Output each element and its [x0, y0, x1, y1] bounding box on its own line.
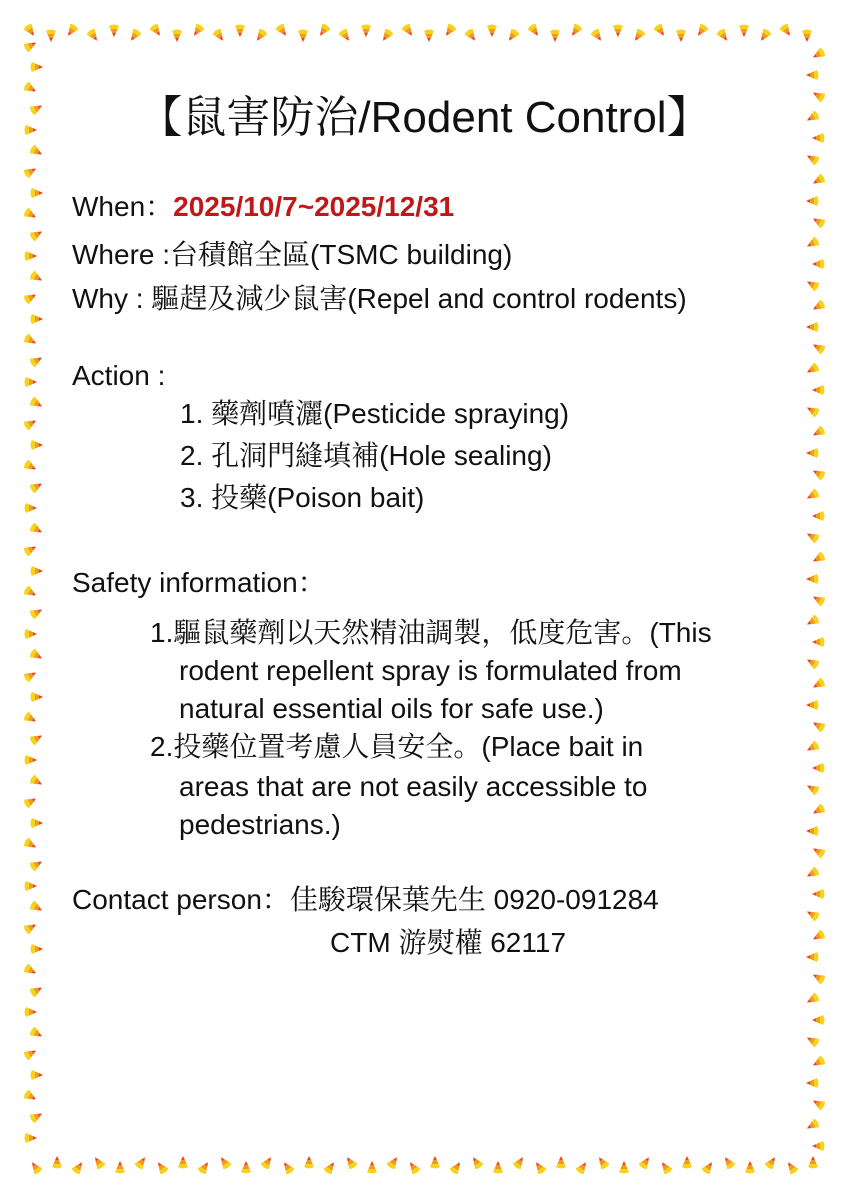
candy-corn-icon: [745, 1161, 755, 1174]
candy-corn-icon: [23, 963, 39, 978]
candy-corn-icon: [716, 28, 731, 44]
candy-corn-icon: [806, 70, 819, 80]
action-item: [180, 437, 552, 475]
candy-corn-icon: [25, 755, 38, 765]
candy-corn-icon: [29, 479, 45, 494]
candy-corn-icon: [23, 333, 39, 348]
candy-corn-icon: [449, 1159, 464, 1175]
action-item-en: (Poison bait): [267, 482, 425, 513]
where-en: (TSMC building): [310, 239, 513, 270]
candy-corn-icon: [23, 668, 39, 683]
candy-corn-icon: [810, 718, 826, 733]
candy-corn-icon: [653, 23, 668, 39]
safety-item-line: [150, 614, 712, 652]
contact-org: CTM: [330, 927, 399, 958]
candy-corn-icon: [29, 353, 45, 368]
why-zh: 驅趕及減少鼠害: [151, 282, 348, 315]
candy-corn-icon: [810, 592, 826, 607]
candy-corn-icon: [323, 1159, 338, 1175]
candy-corn-icon: [804, 992, 820, 1007]
title-en: /Rodent Control: [358, 93, 667, 142]
candy-corn-icon: [109, 25, 119, 38]
why-label: Why :: [72, 283, 152, 314]
candy-corn-icon: [757, 28, 772, 44]
candy-corn-icon: [361, 25, 371, 38]
candy-corn-icon: [25, 503, 38, 513]
candy-corn-icon: [127, 28, 142, 44]
contact-ext: 62117: [482, 927, 567, 958]
candy-corn-icon: [810, 47, 826, 62]
candy-corn-icon: [235, 25, 245, 38]
action-item-zh: 投藥: [211, 481, 268, 514]
candy-corn-icon: [25, 1007, 38, 1017]
candy-corn-icon: [304, 1156, 314, 1169]
candy-corn-icon: [29, 648, 45, 663]
candy-corn-icon: [23, 164, 39, 179]
safety-item-num: 1.: [150, 617, 174, 648]
candy-corn-icon: [806, 1078, 819, 1088]
when-label: When：: [72, 191, 174, 222]
candy-corn-icon: [23, 542, 39, 557]
action-item-num: 2.: [180, 440, 212, 471]
candy-corn-icon: [802, 30, 812, 43]
candy-corn-icon: [812, 1015, 825, 1025]
safety-item-num: 2.: [150, 731, 174, 762]
candy-corn-icon: [23, 290, 39, 305]
contact-label: Contact person：: [72, 884, 290, 915]
candy-corn-icon: [23, 585, 39, 600]
candy-corn-icon: [31, 188, 44, 198]
candy-corn-icon: [631, 28, 646, 44]
candy-corn-icon: [298, 30, 308, 43]
candy-corn-icon: [595, 1154, 610, 1170]
candy-corn-icon: [91, 1154, 106, 1170]
safety-item-zh: 驅鼠藥劑以天然精油調製，低度危害。: [173, 616, 650, 649]
candy-corn-icon: [810, 844, 826, 859]
candy-corn-icon: [810, 551, 826, 566]
candy-corn-icon: [31, 62, 44, 72]
contact-line-2: [330, 924, 566, 962]
candy-corn-icon: [190, 23, 205, 39]
candy-corn-icon: [46, 30, 56, 43]
candy-corn-icon: [810, 425, 826, 440]
candy-corn-icon: [804, 529, 820, 544]
candy-corn-icon: [442, 23, 457, 39]
candy-corn-icon: [424, 30, 434, 43]
candy-corn-icon: [676, 30, 686, 43]
why-en: (Repel and control rodents): [347, 283, 687, 314]
candy-corn-icon: [29, 270, 45, 285]
safety-item-line: [150, 728, 643, 766]
candy-corn-icon: [71, 1159, 86, 1175]
action-item-zh: 藥劑噴灑: [211, 397, 324, 430]
safety-item-en: (This: [649, 617, 712, 648]
candy-corn-icon: [29, 227, 45, 242]
candy-corn-icon: [29, 857, 45, 872]
candy-corn-icon: [178, 1156, 188, 1169]
candy-corn-icon: [784, 1159, 799, 1175]
candy-corn-icon: [29, 900, 45, 915]
where-zh: 台積館全區: [170, 238, 311, 271]
candy-corn-icon: [23, 207, 39, 222]
candy-corn-icon: [505, 28, 520, 44]
candy-corn-icon: [701, 1159, 716, 1175]
candy-corn-icon: [31, 692, 44, 702]
candy-corn-icon: [401, 23, 416, 39]
candy-corn-icon: [469, 1154, 484, 1170]
candy-corn-icon: [280, 1159, 295, 1175]
candy-corn-icon: [512, 1154, 527, 1170]
why-line: [72, 280, 687, 318]
when-line: [72, 188, 454, 226]
candy-corn-icon: [810, 929, 826, 944]
candy-corn-icon: [779, 23, 794, 39]
candy-corn-icon: [590, 28, 605, 44]
candy-corn-icon: [23, 459, 39, 474]
candy-corn-icon: [25, 251, 38, 261]
candy-corn-icon: [658, 1159, 673, 1175]
candy-corn-icon: [810, 299, 826, 314]
candy-corn-icon: [464, 28, 479, 44]
action-item-num: 1.: [180, 398, 212, 429]
candy-corn-icon: [316, 23, 331, 39]
candy-corn-icon: [812, 385, 825, 395]
candy-corn-icon: [31, 440, 44, 450]
candy-corn-icon: [29, 731, 45, 746]
candy-corn-icon: [806, 952, 819, 962]
candy-corn-icon: [810, 1096, 826, 1111]
candy-corn-icon: [804, 907, 820, 922]
candy-corn-icon: [527, 23, 542, 39]
candy-corn-icon: [29, 774, 45, 789]
title-zh: 鼠害防治: [182, 92, 359, 143]
where-line: [72, 236, 512, 274]
candy-corn-icon: [275, 23, 290, 39]
candy-corn-icon: [638, 1154, 653, 1170]
candy-corn-icon: [31, 944, 44, 954]
candy-corn-icon: [29, 522, 45, 537]
candy-corn-icon: [806, 448, 819, 458]
candy-corn-icon: [812, 889, 825, 899]
candy-corn-icon: [23, 711, 39, 726]
candy-corn-icon: [804, 488, 820, 503]
safety-item-zh: 投藥位置考慮人員安全。: [173, 730, 482, 763]
safety-item-line: pedestrians.): [179, 809, 341, 840]
candy-corn-icon: [619, 1161, 629, 1174]
safety-label: Safety information：: [72, 567, 326, 598]
candy-corn-icon: [25, 377, 38, 387]
page-title: [0, 88, 849, 148]
candy-corn-icon: [23, 38, 39, 53]
safety-item-line: areas that are not easily accessible to: [179, 771, 648, 802]
contact-name-zh: 佳駿環保葉先生: [289, 883, 486, 916]
candy-corn-icon: [568, 23, 583, 39]
candy-corn-icon: [31, 314, 44, 324]
action-item-en: (Pesticide spraying): [323, 398, 570, 429]
candy-corn-icon: [804, 866, 820, 881]
action-item-num: 3.: [180, 482, 212, 513]
candy-corn-icon: [29, 1026, 45, 1041]
when-value: 2025/10/7~2025/12/31: [173, 191, 455, 222]
candy-corn-icon: [532, 1159, 547, 1175]
candy-corn-icon: [406, 1159, 421, 1175]
candy-corn-icon: [430, 1156, 440, 1169]
candy-corn-icon: [810, 173, 826, 188]
candy-corn-icon: [810, 466, 826, 481]
candy-corn-icon: [804, 362, 820, 377]
candy-corn-icon: [338, 28, 353, 44]
candy-corn-icon: [575, 1159, 590, 1175]
candy-corn-icon: [487, 25, 497, 38]
action-item-zh: 孔洞門縫填補: [211, 439, 380, 472]
candy-corn-icon: [806, 700, 819, 710]
action-item: [180, 395, 569, 433]
candy-corn-icon: [134, 1154, 149, 1170]
candy-corn-icon: [29, 605, 45, 620]
candy-corn-icon: [23, 23, 38, 39]
candy-corn-icon: [808, 1156, 818, 1169]
candy-corn-icon: [260, 1154, 275, 1170]
candy-corn-icon: [812, 511, 825, 521]
candy-corn-icon: [804, 781, 820, 796]
candy-corn-icon: [804, 277, 820, 292]
safety-item-en: (Place bait in: [481, 731, 644, 762]
candy-corn-icon: [52, 1156, 62, 1169]
candy-corn-icon: [493, 1161, 503, 1174]
candy-corn-icon: [28, 1159, 43, 1175]
candy-corn-icon: [804, 236, 820, 251]
candy-corn-icon: [806, 826, 819, 836]
candy-corn-icon: [29, 1109, 45, 1124]
contact-name-2-zh: 游熨權: [398, 926, 483, 959]
candy-corn-icon: [804, 151, 820, 166]
safety-item-line: rodent repellent spray is formulated from: [179, 655, 682, 686]
candy-corn-icon: [721, 1154, 736, 1170]
candy-corn-icon: [810, 677, 826, 692]
candy-corn-icon: [804, 740, 820, 755]
action-item-en: (Hole sealing): [379, 440, 552, 471]
candy-corn-icon: [810, 970, 826, 985]
candy-corn-icon: [812, 1141, 825, 1151]
title-close-bracket: 】: [666, 93, 711, 142]
candy-corn-icon: [367, 1161, 377, 1174]
candy-corn-icon: [806, 196, 819, 206]
candy-corn-icon: [29, 983, 45, 998]
candy-corn-icon: [86, 28, 101, 44]
candy-corn-icon: [806, 322, 819, 332]
candy-corn-icon: [64, 23, 79, 39]
action-label: Action :: [72, 360, 166, 391]
candy-corn-icon: [212, 28, 227, 44]
candy-corn-icon: [804, 1033, 820, 1048]
candy-corn-icon: [379, 28, 394, 44]
candy-corn-icon: [23, 837, 39, 852]
candy-corn-icon: [764, 1154, 779, 1170]
candy-corn-icon: [29, 396, 45, 411]
action-item: [180, 479, 424, 517]
candy-corn-icon: [812, 259, 825, 269]
candy-corn-icon: [556, 1156, 566, 1169]
candy-corn-icon: [804, 403, 820, 418]
candy-corn-icon: [115, 1161, 125, 1174]
candy-corn-icon: [550, 30, 560, 43]
candy-corn-icon: [806, 574, 819, 584]
candy-corn-icon: [804, 614, 820, 629]
candy-corn-icon: [804, 1118, 820, 1133]
candy-corn-icon: [23, 1089, 39, 1104]
candy-corn-icon: [217, 1154, 232, 1170]
candy-corn-icon: [197, 1159, 212, 1175]
candy-corn-icon: [812, 637, 825, 647]
contact-phone: 0920-091284: [485, 884, 659, 915]
candy-corn-icon: [172, 30, 182, 43]
candy-corn-icon: [682, 1156, 692, 1169]
candy-corn-icon: [739, 25, 749, 38]
candy-corn-icon: [23, 416, 39, 431]
candy-corn-icon: [812, 763, 825, 773]
candy-corn-icon: [810, 214, 826, 229]
safety-item-line: natural essential oils for safe use.): [179, 693, 604, 724]
candy-corn-icon: [810, 1055, 826, 1070]
candy-corn-icon: [31, 818, 44, 828]
candy-corn-icon: [241, 1161, 251, 1174]
candy-corn-icon: [804, 655, 820, 670]
candy-corn-icon: [25, 629, 38, 639]
candy-corn-icon: [343, 1154, 358, 1170]
candy-corn-icon: [23, 794, 39, 809]
candy-corn-icon: [386, 1154, 401, 1170]
candy-corn-icon: [613, 25, 623, 38]
candy-corn-icon: [25, 1133, 38, 1143]
candy-corn-icon: [31, 566, 44, 576]
contact-line: [72, 881, 659, 919]
candy-corn-icon: [23, 920, 39, 935]
candy-corn-icon: [694, 23, 709, 39]
title-open-bracket: 【: [138, 93, 183, 142]
candy-corn-icon: [253, 28, 268, 44]
candy-corn-icon: [149, 23, 164, 39]
candy-corn-icon: [23, 1046, 39, 1061]
candy-corn-icon: [154, 1159, 169, 1175]
candy-corn-icon: [25, 881, 38, 891]
candy-corn-icon: [31, 1070, 44, 1080]
where-label: Where :: [72, 239, 171, 270]
candy-corn-icon: [810, 803, 826, 818]
candy-corn-icon: [810, 340, 826, 355]
